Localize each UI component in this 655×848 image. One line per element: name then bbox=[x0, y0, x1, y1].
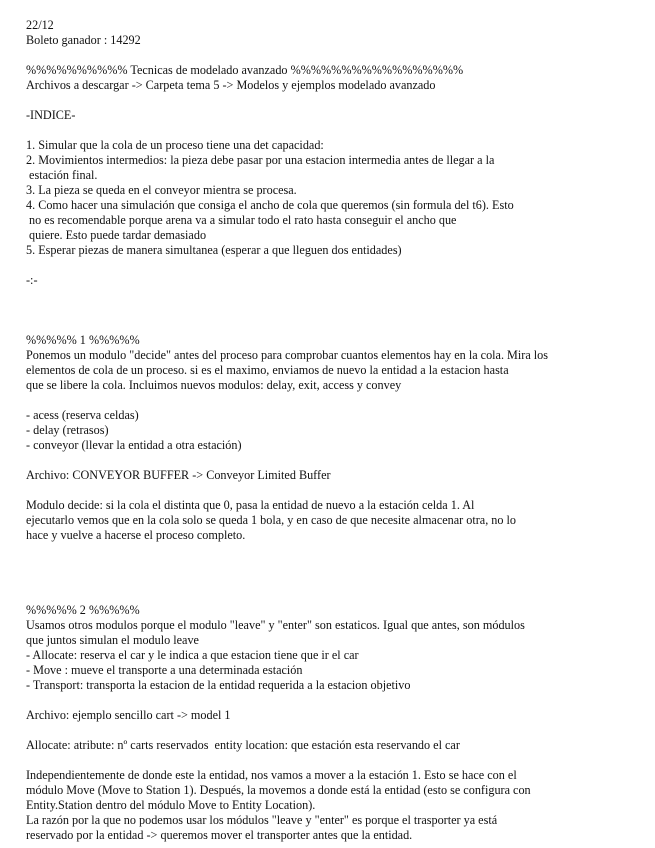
list-item: - Move : mueve el transporte a una determinada estación bbox=[26, 663, 303, 677]
section-2-explanation bbox=[26, 768, 646, 843]
document-body bbox=[26, 18, 646, 843]
list-item: - acess (reserva celdas) bbox=[26, 408, 139, 422]
section-1-description bbox=[26, 348, 646, 393]
index-item: estación final. bbox=[26, 168, 98, 182]
paragraph-line: Entity.Station dentro del módulo Move to Entity Location). bbox=[26, 798, 316, 812]
paragraph-line: La razón por la que no podemos usar los módulos "leave y "enter" es porque el trasporter ya está bbox=[26, 813, 498, 827]
index-item: quiere. Esto puede tardar demasiado bbox=[26, 228, 207, 242]
paragraph-line: elementos de cola de un proceso. si es el maximo, enviamos de nuevo la entidad a la estacion hasta bbox=[26, 363, 509, 377]
index-item: 5. Esperar piezas de manera simultanea (esperar a que lleguen dos entidades) bbox=[26, 243, 402, 257]
index-item: 4. Como hacer una simulación que consiga el ancho de cola que queremos (sin formula del t6). Esto bbox=[26, 198, 514, 212]
index-list bbox=[26, 138, 646, 258]
section-1-title: %%%%% 1 %%%%% bbox=[26, 333, 140, 347]
download-path: Archivos a descargar -> Carpeta tema 5 -> Modelos y ejemplos modelado avanzado bbox=[26, 78, 436, 92]
paragraph-line: ejecutarlo vemos que en la cola solo se queda 1 bola, y en caso de que necesite almacenar otra, no lo bbox=[26, 513, 517, 527]
paragraph-line: Modulo decide: si la cola el distinta que 0, pasa la entidad de nuevo a la estación celda 1. Al bbox=[26, 498, 475, 512]
index-item: 1. Simular que la cola de un proceso tiene una det capacidad: bbox=[26, 138, 324, 152]
index-item: 2. Movimientos intermedios: la pieza debe pasar por una estacion intermedia antes de llegar a la bbox=[26, 153, 495, 167]
paragraph-line: Ponemos un modulo "decide" antes del proceso para comprobar cuantos elementos hay en la cola. Mira los bbox=[26, 348, 549, 362]
paragraph-line: Usamos otros modulos porque el modulo "leave" y "enter" son estaticos. Igual que antes, son módulos bbox=[26, 618, 525, 632]
paragraph-line: módulo Move (Move to Station 1). Después, la movemos a donde está la entidad (esto se configura con bbox=[26, 783, 531, 797]
paragraph-line: Independientemente de donde este la entidad, nos vamos a mover a la estación 1. Esto se hace con el bbox=[26, 768, 517, 782]
section-2-description bbox=[26, 618, 646, 648]
section-1-archive: Archivo: CONVEYOR BUFFER -> Conveyor Limited Buffer bbox=[26, 468, 331, 482]
section-1-module-list bbox=[26, 408, 646, 453]
index-item: 3. La pieza se queda en el conveyor mientra se procesa. bbox=[26, 183, 297, 197]
list-item: - Allocate: reserva el car y le indica a que estacion tiene que ir el car bbox=[26, 648, 359, 662]
paragraph-line: reservado por la entidad -> queremos mover el transporter antes que la entidad. bbox=[26, 828, 413, 842]
section-2-module-list bbox=[26, 648, 646, 693]
section-2-title: %%%%% 2 %%%%% bbox=[26, 603, 140, 617]
index-item: no es recomendable porque arena va a simular todo el rato hasta conseguir el ancho que bbox=[26, 213, 457, 227]
section-2-archive: Archivo: ejemplo sencillo cart -> model 1 bbox=[26, 708, 231, 722]
list-item: - conveyor (llevar la entidad a otra estación) bbox=[26, 438, 242, 452]
section-1-decide-paragraph bbox=[26, 498, 646, 543]
paragraph-line: que se libere la cola. Incluimos nuevos modulos: delay, exit, access y convey bbox=[26, 378, 402, 392]
index-heading: -INDICE- bbox=[26, 108, 76, 122]
list-item: - Transport: transporta la estacion de la entidad requerida a la estacion objetivo bbox=[26, 678, 411, 692]
paragraph-line: que juntos simulan el modulo leave bbox=[26, 633, 199, 647]
document-title: %%%%%%%%%% Tecnicas de modelado avanzado %%%%%%%%%%%%%%%%% bbox=[26, 63, 464, 77]
index-separator: -:- bbox=[26, 273, 38, 287]
note-date: 22/12 bbox=[26, 18, 54, 32]
winning-ticket: Boleto ganador : 14292 bbox=[26, 33, 141, 47]
paragraph-line: hace y vuelve a hacerse el proceso completo. bbox=[26, 528, 246, 542]
list-item: - delay (retrasos) bbox=[26, 423, 109, 437]
section-2-allocate: Allocate: atribute: nº carts reservados entity location: que estación esta reservando el car bbox=[26, 738, 460, 752]
